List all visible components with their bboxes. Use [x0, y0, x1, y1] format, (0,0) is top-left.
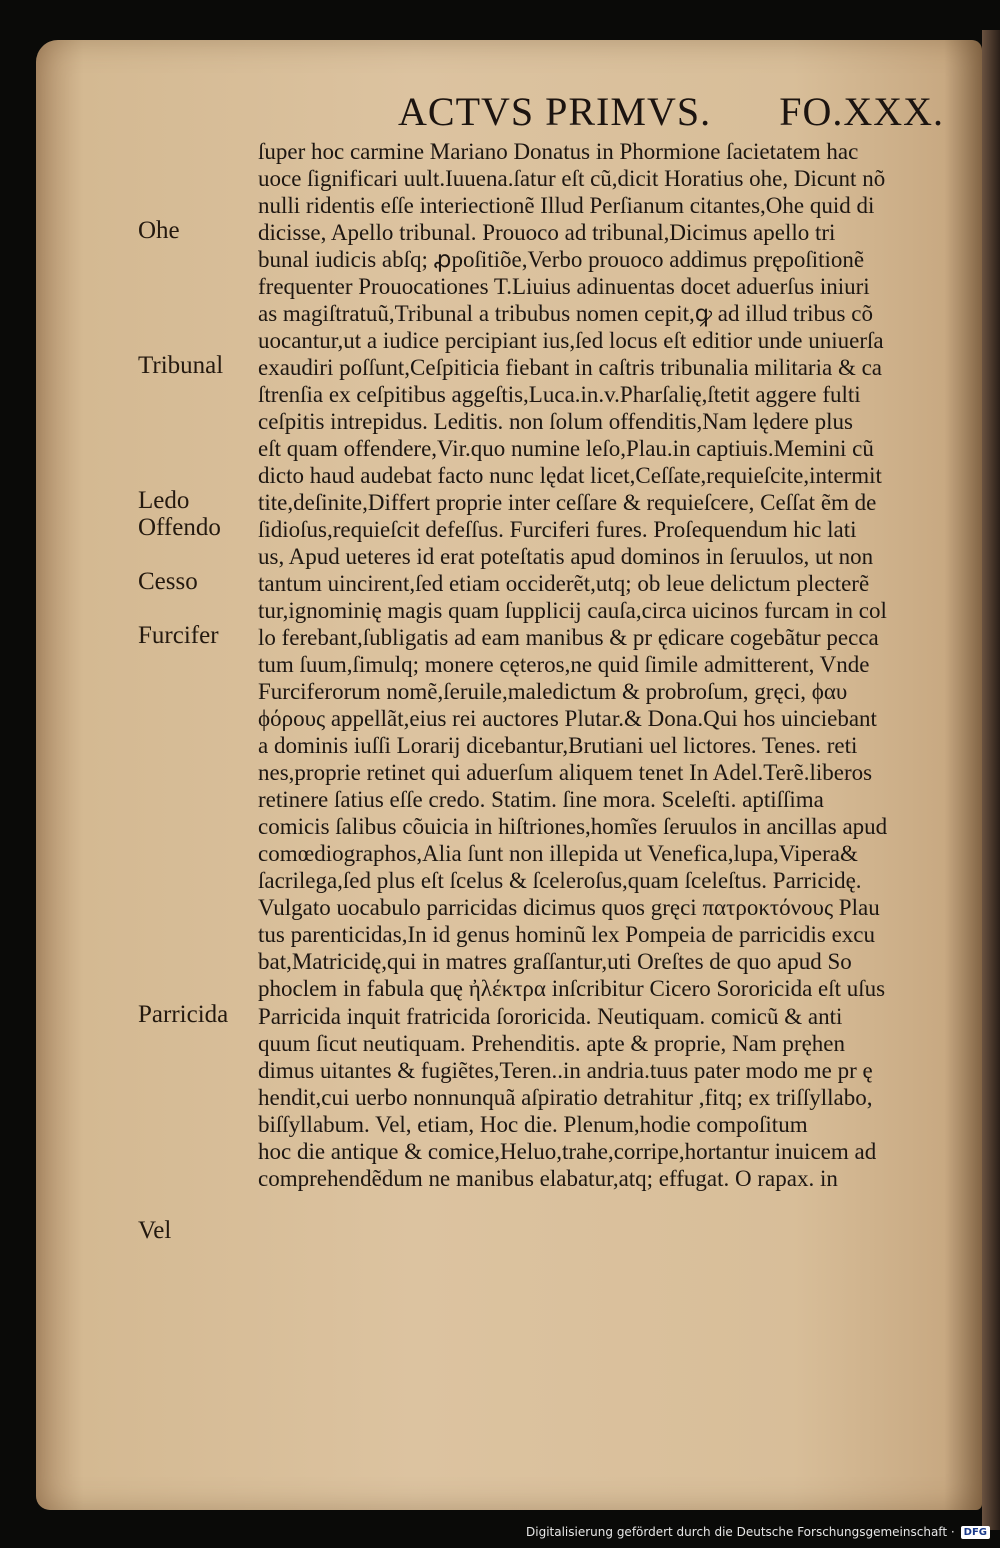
text-line: ceſpitis intrepidus. Leditis. non ſolum offenditis,Nam lędere plus — [258, 409, 853, 435]
digitization-credit — [526, 1522, 990, 1542]
running-title: ACTVS PRIMVS. — [398, 89, 712, 134]
text-line: retinere ſatius eſſe credo. Statim. ſine mora. Sceleſti. aptiſſima — [258, 787, 824, 813]
text-line: tur,ignominię magis quam ſupplicij cauſa,circa uicinos furcam in col — [258, 598, 887, 624]
text-line: ſacrilega,ſed plus eſt ſcelus & ſceleroſus,quam ſceleſtus. Parricidę. — [258, 868, 862, 894]
text-line: frequenter Prouocationes T.Liuius adinuentas docet aduerſus iniuri — [258, 274, 870, 300]
text-line: exaudiri poſſunt,Ceſpiticia fiebant in caſtris tribunalia militaria & ca — [258, 355, 882, 381]
text-line: Vulgato uocabulo parricidas dicimus quos gręci πατροκτόνους Plau — [258, 895, 880, 921]
text-line: phoclem in fabula quę ἠλέκτρα inſcribitur Cicero Sororicida eſt uſus — [258, 976, 886, 1002]
text-line: ſidioſus,requieſcit defeſſus. Furciferi fures. Proſequendum hic lati — [258, 517, 857, 543]
text-line: uocantur,ut a iudice percipiant ius,ſed locus eſt editior unde uniuerſa — [258, 328, 884, 354]
text-line: uoce ſignificari uult.Iuuena.ſatur eſt cũ,dicit Horatius ohe, Dicunt nõ — [258, 166, 886, 192]
text-line: dimus uitantes & fugiẽtes,Teren..in andria.tuus pater modo me pr ę — [258, 1057, 873, 1083]
text-line: a dominis iuſſi Lorarij dicebantur,Brutiani uel lictores. Tenes. reti — [258, 733, 858, 759]
text-line: nulli ridentis eſſe interiectionẽ Illud Perſianum citantes,Ohe quid di — [258, 193, 875, 219]
text-line: dicto haud audebat facto nunc lędat licet,Ceſſate,requieſcite,intermit — [258, 463, 882, 489]
text-line: biſſyllabum. Vel, etiam, Hoc die. Plenum,hodie compoſitum — [258, 1111, 808, 1137]
margin-note: Cesso — [138, 568, 198, 596]
margin-note: Ohe — [138, 217, 180, 245]
text-line: ſuper hoc carmine Mariano Donatus in Phormione ſacietatem hac — [258, 139, 859, 164]
text-line: Parricida inquit fratricida ſororicida. Neutiquam. comicũ & anti — [258, 1003, 843, 1029]
text-line: ſtrenſia ex ceſpitibus aggeſtis,Luca.in.v.Pharſalię,ſtetit aggere fulti — [258, 382, 861, 408]
text-line: tus parenticidas,In id genus hominũ lex Pompeia de parricidis excu — [258, 922, 876, 948]
text-line: hoc die antique & comice,Heluo,trahe,corripe,hortantur inuicem ad — [258, 1138, 877, 1164]
text-line: Furciferorum nomẽ,ſeruile,maledictum & probroſum, gręci, ϕαυ — [258, 679, 848, 705]
running-header — [398, 88, 958, 138]
folio-number: FO.XXX. — [779, 89, 944, 134]
dfg-logo: DFG — [961, 1526, 990, 1539]
book-edge — [982, 30, 1000, 1530]
text-line: tum ſuum,ſimulq; monere cęteros,ne quid ſimile admitterent, Vnde — [258, 652, 870, 678]
margin-note: Ledo — [138, 487, 190, 515]
margin-note: Offendo — [138, 514, 221, 542]
text-line: quum ſicut neutiquam. Prehenditis. apte & proprie, Nam pręhen — [258, 1030, 845, 1056]
text-line: eſt quam offendere,Vir.quo numine leſo,Plau.in captiuis.Memini cũ — [258, 436, 874, 462]
text-line: us, Apud ueteres id erat poteſtatis apud dominos in ſeruulos, ut non — [258, 544, 874, 570]
margin-note: Tribunal — [138, 352, 224, 380]
text-line: dicisse, Apello tribunal. Prouoco ad tribunal,Dicimus apello tri — [258, 220, 836, 246]
margin-note: Vel — [138, 1216, 172, 1244]
text-line: lo ferebant,ſubligatis ad eam manibus & pr ędicare cogebãtur pecca — [258, 625, 879, 651]
text-line: bunal iudicis abſq; ꝓpoſitiõe,Verbo prouoco addimus prępoſitionẽ — [258, 247, 865, 273]
text-line: comœdiographos,Alia ſunt non illepida ut Venefica,lupa,Vipera& — [258, 841, 858, 867]
text-line: nes,proprie retinet qui aduerſum aliquem tenet In Adel.Terẽ.liberos — [258, 760, 873, 786]
text-line: ϕόρους appellãt,eius rei auctores Plutar.& Dona.Qui hos uinciebant — [258, 706, 877, 732]
text-line: tite,deſinite,Differt proprie inter ceſſare & requieſcere, Ceſſat ẽm de — [258, 490, 877, 516]
margin-note: Parricida — [138, 1000, 229, 1028]
text-line: comprehendẽdum ne manibus elabatur,atq; effugat. O rapax. in — [258, 1165, 838, 1191]
text-line: comicis ſalibus cõuicia in hiſtriones,homĩes ſeruulos in ancillas apud — [258, 814, 888, 840]
text-line: hendit,cui uerbo nonnunquã aſpiratio detrahitur ,fitq; ex triſſyllabo, — [258, 1084, 873, 1110]
main-text-block — [258, 138, 978, 1192]
text-line: tantum uincirent,ſed etiam occiderẽt,utq; ob leue delictum plecterẽ — [258, 571, 870, 597]
margin-note: Furcifer — [138, 622, 219, 650]
credit-text: Digitalisierung gefördert durch die Deutsche Forschungsgemeinschaft · — [526, 1525, 955, 1539]
text-line: as magiſtratuũ,Tribunal a tribubus nomen cepit,ꝙ ad illud tribus cõ — [258, 301, 873, 327]
text-line: bat,Matricidę,qui in matres graſſantur,uti Oreſtes de quo apud So — [258, 949, 852, 975]
